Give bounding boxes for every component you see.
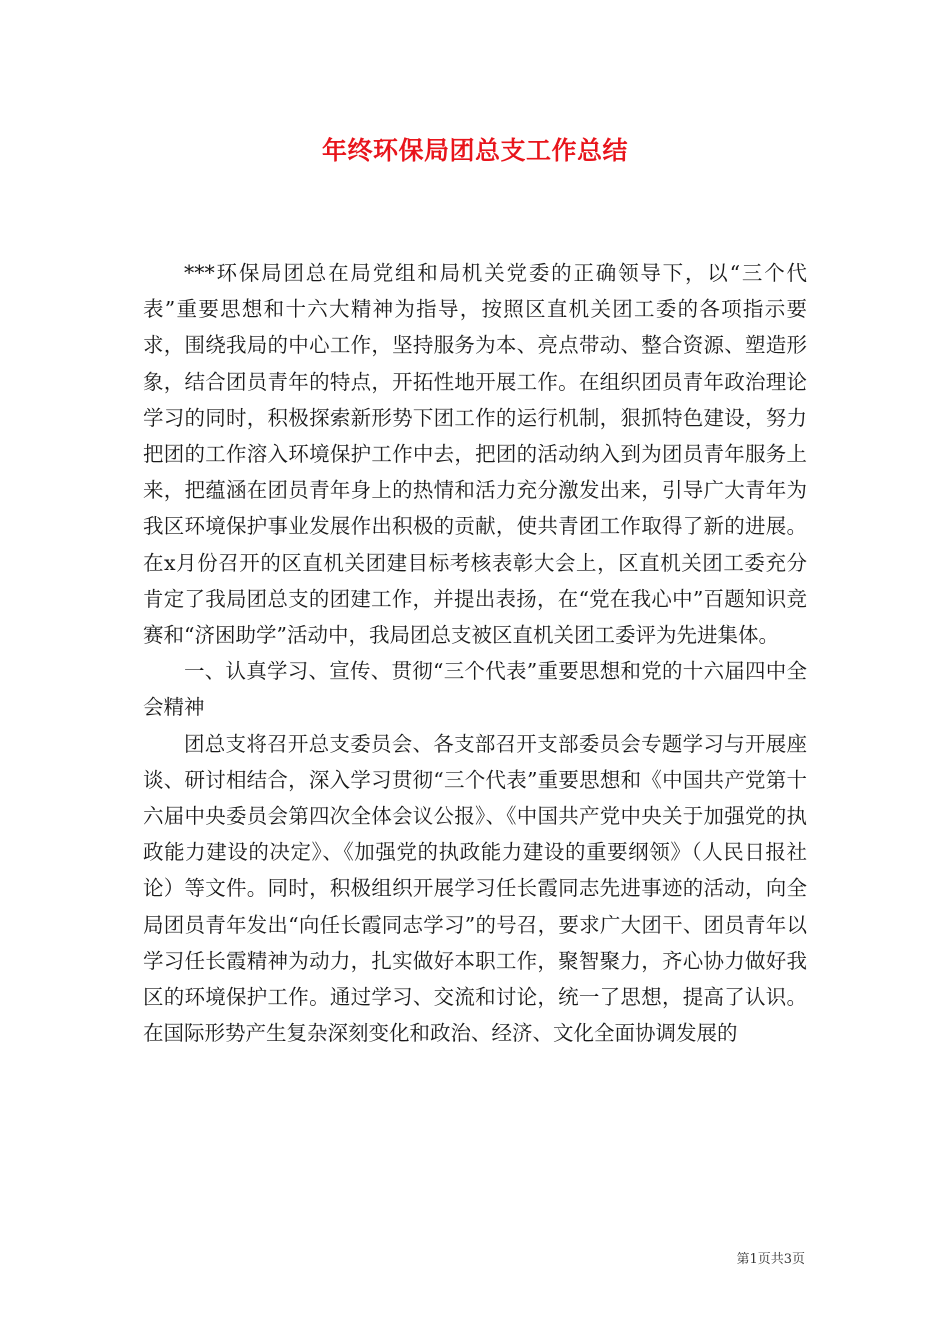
- document-body: [143, 255, 807, 1051]
- paragraph-intro: ***环保局团总在局党组和局机关党委的正确领导下，以“三个代表”重要思想和十六大精神为指导，按照区直机关团工委的各项指示要求，围绕我局的中心工作，坚持服务为本、亮点带动、整合资源、塑造形象，结合团员青年的特点，开拓性地开展工作。在组织团员青年政治理论学习的同时，积极探索新形势下团工作的运行机制，狠抓特色建设，努力把团的工作溶入环境保护工作中去，把团的活动纳入到为团员青年服务上来，把蕴涵在团员青年身上的热情和活力充分激发出来，引导广大青年为我区环境保护事业发展作出积极的贡献，使共青团工作取得了新的进展。在x月份召开的区直机关团建目标考核表彰大会上，区直机关团工委充分肯定了我局团总支的团建工作，并提出表扬，在“党在我心中”百题知识竞赛和“济困助学”活动中，我局团总支被区直机关团工委评为先进集体。: [143, 261, 807, 648]
- page-indicator: 第1页共3页: [736, 1252, 805, 1267]
- paragraph-section-1: 团总支将召开总支委员会、各支部召开支部委员会专题学习与开展座谈、研讨相结合，深入学习贯彻“三个代表”重要思想和《中国共产党第十六届中央委员会第四次全体会议公报》、《中国共产党中央关于加强党的执政能力建设的决定》、《加强党的执政能力建设的重要纲领》（人民日报社论）等文件。同时，积极组织开展学习任长霞同志先进事迹的活动，向全局团员青年发出“向任长霞同志学习”的号召，要求广大团干、团员青年以学习任长霞精神为动力，扎实做好本职工作，聚智聚力，齐心协力做好我区的环境保护工作。通过学习、交流和讨论，统一了思想，提高了认识。在国际形势产生复杂深刻变化和政治、经济、文化全面协调发展的: [143, 731, 807, 1046]
- document-title: 年终环保局团总支工作总结: [321, 136, 628, 165]
- section-heading-1: 一、认真学习、宣传、贯彻“三个代表”重要思想和党的十六届四中全会精神: [143, 659, 807, 720]
